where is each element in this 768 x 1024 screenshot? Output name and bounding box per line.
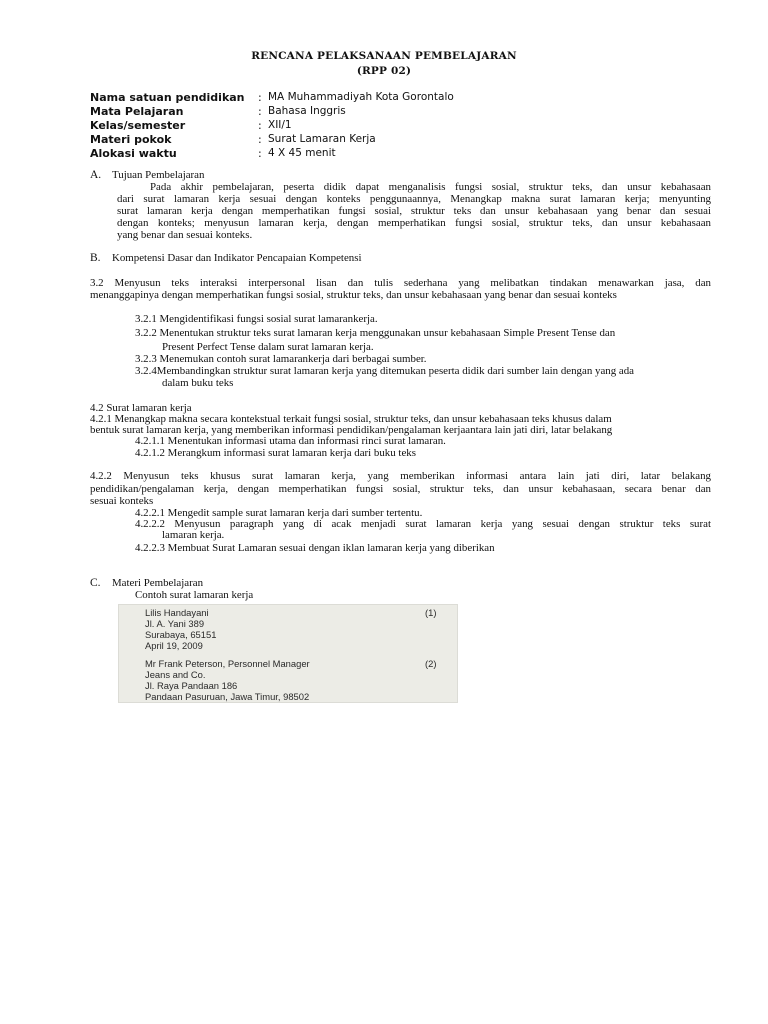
indicator-3-2-3: 3.2.3 Menemukan contoh surat lamarankerja dari berbagai sumber. [135, 353, 427, 365]
section-b-heading: Kompetensi Dasar dan Indikator Pencapaian Kompetensi [112, 252, 362, 264]
meta-label: Kelas/semester [90, 119, 186, 132]
section-a-line: dari surat lamaran kerja sesuai dengan konteks penggunaannya, Menangkap makna surat lamaran kerja; menyunting [117, 193, 711, 205]
meta-colon: : [258, 91, 262, 104]
indicator-4-2-1-2: 4.2.1.2 Merangkum informasi surat lamaran kerja dari buku teks [135, 447, 416, 459]
meta-value: MA Muhammadiyah Kota Gorontalo [268, 91, 454, 103]
meta-colon: : [258, 105, 262, 118]
section-a-marker: A. [90, 169, 102, 181]
sender-part-number: (1) [425, 607, 437, 618]
recipient-address-line: Pandaan Pasuruan, Jawa Timur, 98502 [145, 691, 310, 702]
kd-4-2-2-line: pendidikan/pengalaman kerja, dengan memperhatikan fungsi sosial, struktur teks, dan unsur kebahasaan, secara benar dan [90, 483, 711, 495]
indicator-4-2-2-2-line: 4.2.2.2 Menyusun paragraph yang di acak menjadi surat lamaran kerja yang sesuai dengan struktur teks surat [135, 518, 711, 530]
section-c-marker: C. [90, 577, 101, 589]
indicator-3-2-2-line: Present Perfect Tense dalam surat lamaran kerja. [162, 341, 374, 353]
indicator-4-2-2-3: 4.2.2.3 Membuat Surat Lamaran sesuai dengan iklan lamaran kerja yang diberikan [135, 542, 495, 554]
meta-colon: : [258, 133, 262, 146]
sender-address-line: Surabaya, 65151 [145, 629, 217, 640]
section-b-marker: B. [90, 252, 101, 264]
section-c-subheading: Contoh surat lamaran kerja [135, 589, 254, 601]
indicator-3-2-4-line: 3.2.4Membandingkan struktur surat lamaran kerja yang ditemukan peserta didik dari sumber lain dengan yang ada [135, 365, 635, 377]
document-title: RENCANA PELAKSANAAN PEMBELAJARAN [251, 50, 517, 62]
kd-3-2-line: 3.2 Menyusun teks interaksi interpersonal lisan dan tulis sederhana yang melibatkan tindakan menawarkan jasa, dan [90, 277, 711, 289]
kd-4-2-1-line: bentuk surat lamaran kerja, yang memberikan informasi pendidikan/pengalaman kerjaantara lain jati diri, latar belakang [90, 424, 613, 436]
section-a-line: Pada akhir pembelajaran, peserta didik dapat menganalisis fungsi sosial, struktur teks, dan unsur kebahasaan [150, 181, 711, 193]
recipient-name: Mr Frank Peterson, Personnel Manager [145, 658, 310, 669]
recipient-part-number: (2) [425, 658, 437, 669]
sender-address-line: Jl. A. Yani 389 [145, 618, 205, 629]
meta-value: Bahasa Inggris [268, 105, 346, 117]
meta-label: Nama satuan pendidikan [90, 91, 245, 104]
indicator-4-2-1-1: 4.2.1.1 Menentukan informasi utama dan informasi rinci surat lamaran. [135, 435, 446, 447]
indicator-4-2-2-1: 4.2.2.1 Mengedit sample surat lamaran kerja dari sumber tertentu. [135, 507, 423, 519]
meta-label: Mata Pelajaran [90, 105, 184, 118]
meta-value: XII/1 [268, 119, 292, 131]
sender-name: Lilis Handayani [145, 607, 209, 618]
meta-colon: : [258, 119, 262, 132]
meta-value: 4 X 45 menit [268, 147, 336, 159]
kd-4-2-2-line: sesuai konteks [90, 495, 154, 507]
kd-4-2-2-line: 4.2.2 Menyusun teks khusus surat lamaran kerja, yang memberikan informasi antara lain jati diri, latar belakang [90, 470, 711, 482]
kd-3-2-line: menanggapinya dengan memperhatikan fungsi sosial, struktur teks, dan unsur kebahasaan yang benar dan sesuai konteks [90, 289, 617, 301]
meta-label: Alokasi waktu [90, 147, 177, 160]
section-c-heading: Materi Pembelajaran [112, 577, 204, 589]
section-a-line: dengan konteks; menyusun lamaran kerja, dengan memperhatikan fungsi sosial, struktur teks, dan unsur kebahasaan [117, 217, 711, 229]
indicator-4-2-2-2-line: lamaran kerja. [162, 529, 225, 541]
section-a-line: yang benar dan sesuai konteks. [117, 229, 253, 241]
recipient-address-line: Jeans and Co. [145, 669, 206, 680]
recipient-address-line: Jl. Raya Pandaan 186 [145, 680, 238, 691]
document-subtitle: (RPP 02) [356, 65, 412, 77]
letter-date: April 19, 2009 [145, 640, 203, 651]
section-a-line: surat lamaran kerja dengan memperhatikan fungsi sosial, struktur teks dan unsur kebahasaan yang benar dan sesuai [117, 205, 711, 217]
meta-colon: : [258, 147, 262, 160]
meta-label: Materi pokok [90, 133, 172, 146]
sample-letter-image [118, 604, 458, 703]
section-a-heading: Tujuan Pembelajaran [112, 169, 205, 181]
indicator-3-2-1: 3.2.1 Mengidentifikasi fungsi sosial surat lamarankerja. [135, 313, 378, 325]
kd-4-2-1-line: 4.2.1 Menangkap makna secara kontekstual terkait fungsi sosial, struktur teks, dan unsur kebahasaan teks khusus dalam [90, 413, 612, 425]
kd-4-2-title: 4.2 Surat lamaran kerja [90, 402, 192, 414]
indicator-3-2-2-line: 3.2.2 Menentukan struktur teks surat lamaran kerja menggunakan unsur kebahasaan Simple Present Tense dan [135, 327, 616, 339]
meta-value: Surat Lamaran Kerja [268, 133, 376, 145]
indicator-3-2-4-line: dalam buku teks [162, 377, 234, 389]
